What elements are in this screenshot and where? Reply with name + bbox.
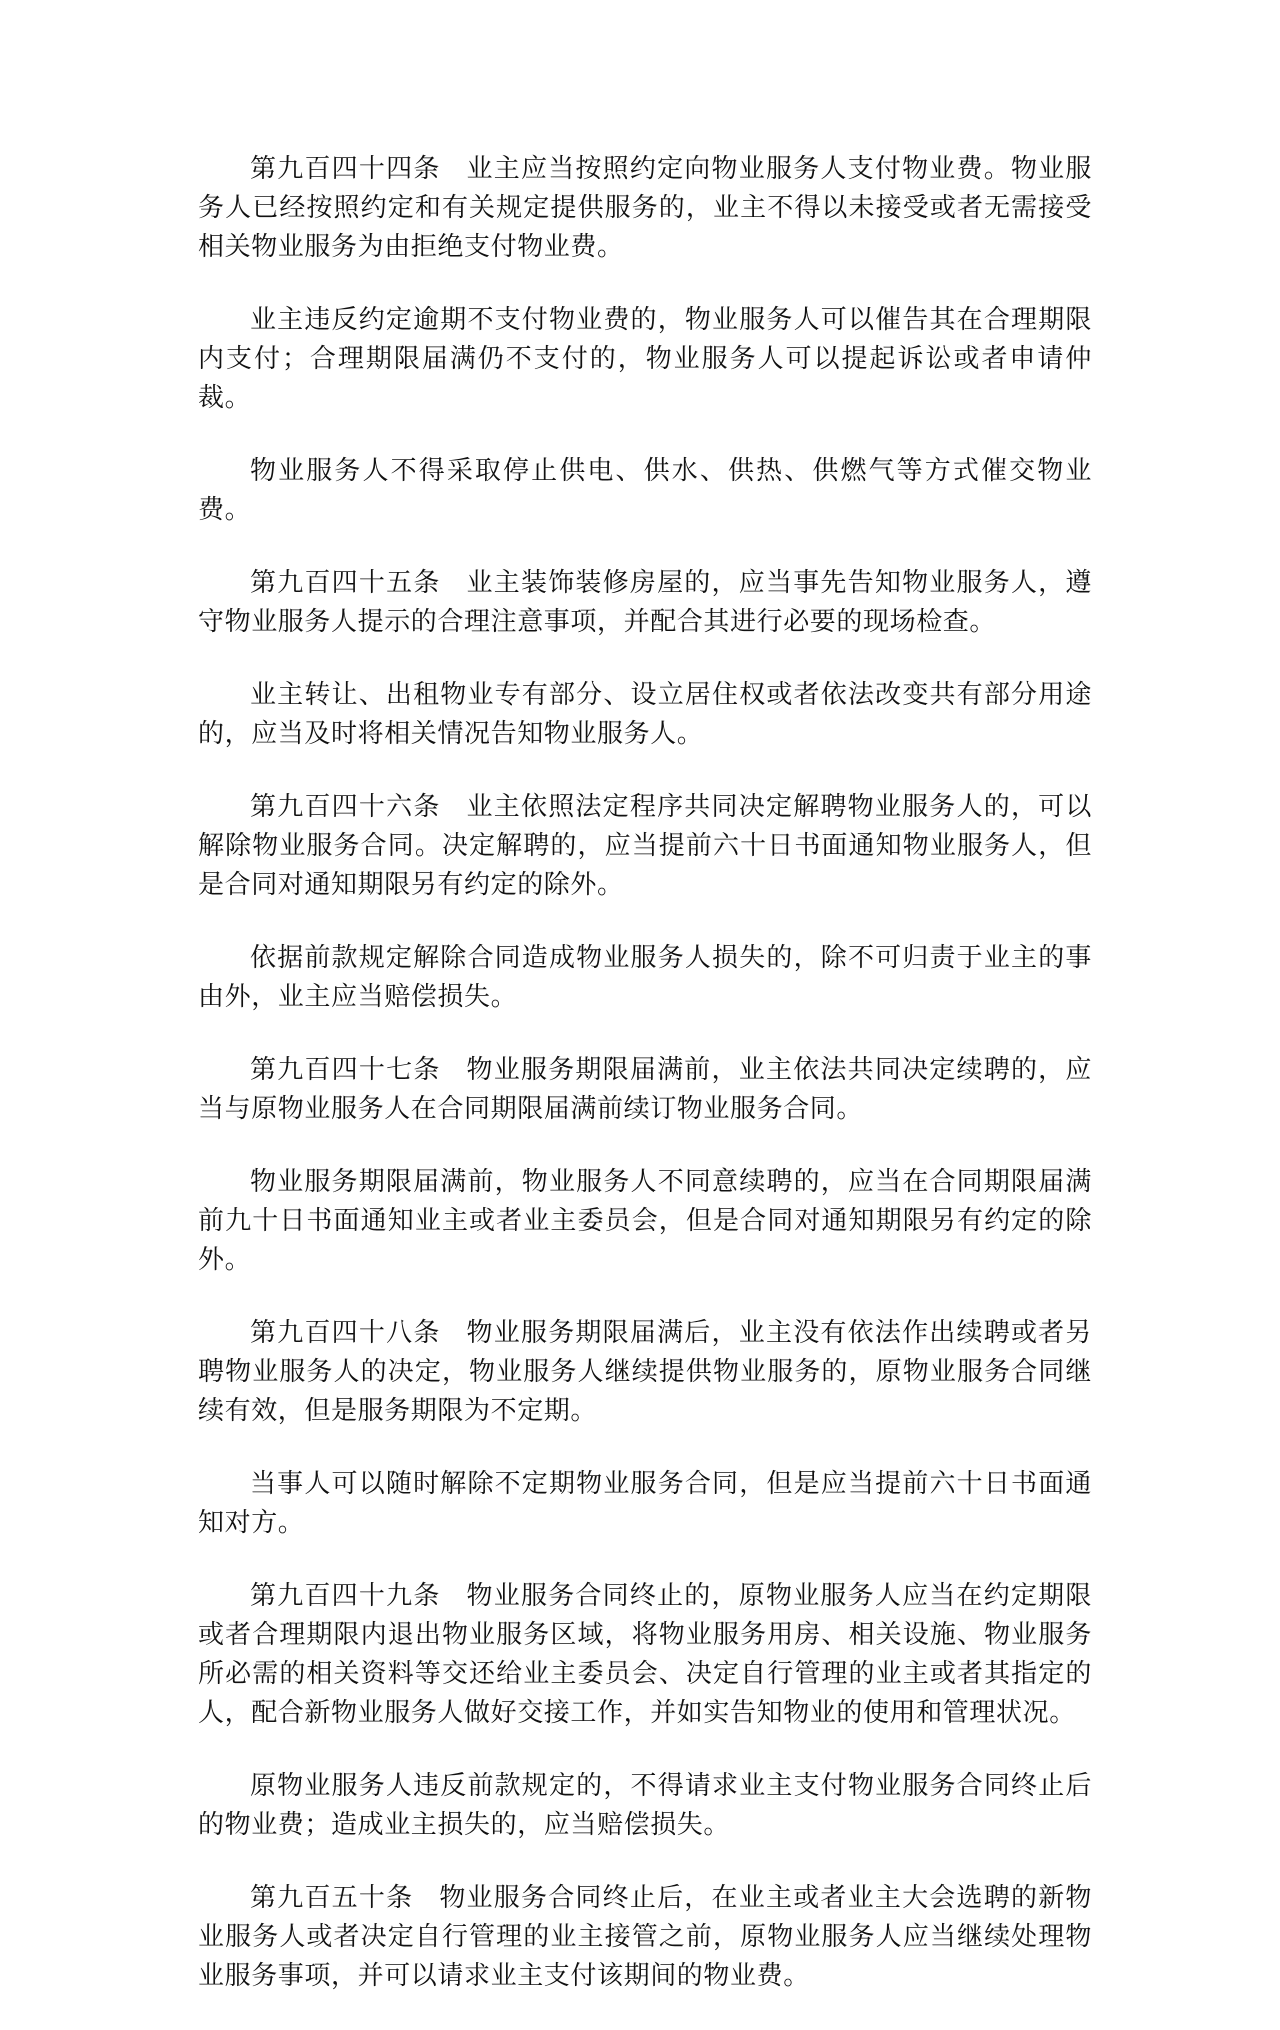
article-number: 第九百四十六条 — [250, 792, 441, 822]
paragraph-8 — [198, 1051, 1092, 1129]
paragraph-text: 业主应当按照约定向物业服务人支付物业费。物业服务人已经按照约定和有关规定提供服务的，业主不得以未接受或者无需接受相关物业服务为由拒绝支付物业费。 — [198, 154, 1092, 262]
paragraph-7 — [198, 939, 1092, 1017]
paragraph-12 — [198, 1577, 1092, 1733]
paragraph-text: 物业服务期限届满前，业主依法共同决定续聘的，应当与原物业服务人在合同期限届满前续订物业服务合同。 — [198, 1055, 1092, 1124]
paragraph-text: 业主转让、出租物业专有部分、设立居住权或者依法改变共有部分用途的，应当及时将相关情况告知物业服务人。 — [198, 680, 1092, 749]
paragraph-text: 当事人可以随时解除不定期物业服务合同，但是应当提前六十日书面通知对方。 — [198, 1469, 1092, 1538]
paragraph-text: 业主依照法定程序共同决定解聘物业服务人的，可以解除物业服务合同。决定解聘的，应当提前六十日书面通知物业服务人，但是合同对通知期限另有约定的除外。 — [198, 792, 1092, 900]
paragraph-text: 物业服务期限届满后，业主没有依法作出续聘或者另聘物业服务人的决定，物业服务人继续提供物业服务的，原物业服务合同继续有效，但是服务期限为不定期。 — [198, 1318, 1092, 1426]
paragraph-text: 业主违反约定逾期不支付物业费的，物业服务人可以催告其在合理期限内支付；合理期限届满仍不支付的，物业服务人可以提起诉讼或者申请仲裁。 — [198, 305, 1092, 413]
article-number: 第九百四十九条 — [250, 1581, 441, 1611]
paragraph-text: 物业服务期限届满前，物业服务人不同意续聘的，应当在合同期限届满前九十日书面通知业主或者业主委员会，但是合同对通知期限另有约定的除外。 — [198, 1167, 1092, 1275]
paragraph-1 — [198, 150, 1092, 267]
paragraph-text: 物业服务合同终止后，在业主或者业主大会选聘的新物业服务人或者决定自行管理的业主接管之前，原物业服务人应当继续处理物业服务事项，并可以请求业主支付该期间的物业费。 — [198, 1883, 1092, 1991]
paragraph-2 — [198, 301, 1092, 418]
article-number: 第九百四十五条 — [250, 568, 441, 598]
document-page — [198, 150, 1092, 2030]
article-number: 第九百四十四条 — [250, 154, 441, 184]
paragraph-13 — [198, 1767, 1092, 1845]
paragraph-11 — [198, 1465, 1092, 1543]
article-number: 第九百四十七条 — [250, 1055, 441, 1085]
paragraph-14 — [198, 1879, 1092, 1996]
paragraph-text: 依据前款规定解除合同造成物业服务人损失的，除不可归责于业主的事由外，业主应当赔偿损失。 — [198, 943, 1092, 1012]
paragraph-9 — [198, 1163, 1092, 1280]
article-number: 第九百四十八条 — [250, 1318, 441, 1348]
article-number: 第九百五十条 — [250, 1883, 414, 1913]
paragraph-5 — [198, 676, 1092, 754]
paragraph-text: 物业服务人不得采取停止供电、供水、供热、供燃气等方式催交物业费。 — [198, 456, 1092, 525]
paragraph-4 — [198, 564, 1092, 642]
paragraph-text: 业主装饰装修房屋的，应当事先告知物业服务人，遵守物业服务人提示的合理注意事项，并配合其进行必要的现场检查。 — [198, 568, 1092, 637]
paragraph-6 — [198, 788, 1092, 905]
paragraph-text: 原物业服务人违反前款规定的，不得请求业主支付物业服务合同终止后的物业费；造成业主损失的，应当赔偿损失。 — [198, 1771, 1092, 1840]
paragraph-text: 物业服务合同终止的，原物业服务人应当在约定期限或者合理期限内退出物业服务区域，将物业服务用房、相关设施、物业服务所必需的相关资料等交还给业主委员会、决定自行管理的业主或者其指定的人，配合新物业服务人做好交接工作，并如实告知物业的使用和管理状况。 — [198, 1581, 1092, 1728]
paragraph-10 — [198, 1314, 1092, 1431]
paragraph-3 — [198, 452, 1092, 530]
